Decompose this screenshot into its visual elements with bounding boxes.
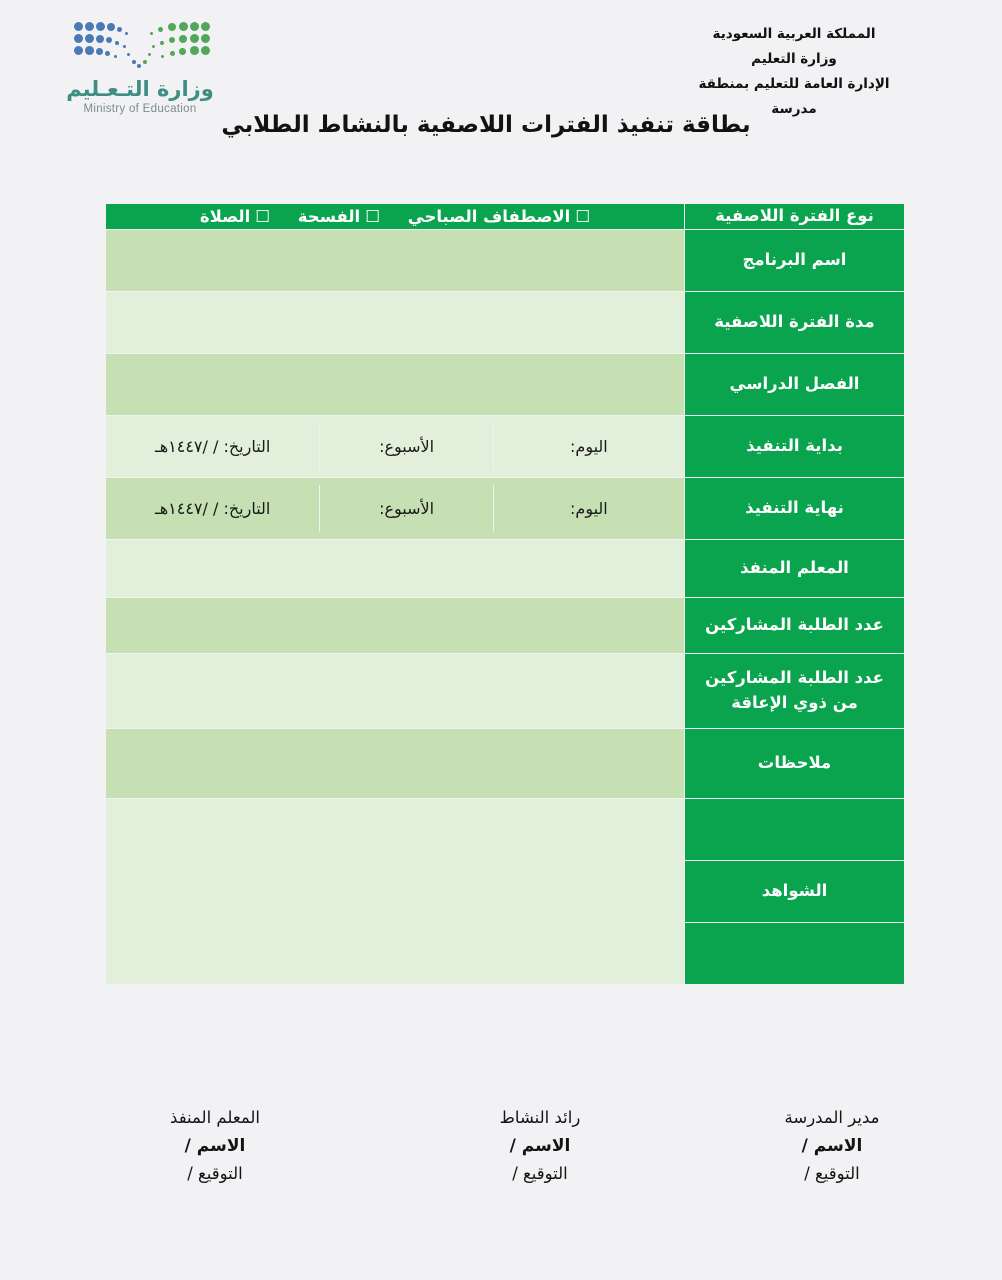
row-label-program-name: اسم البرنامج xyxy=(685,229,905,291)
start-week-field[interactable]: الأسبوع: xyxy=(320,423,493,470)
signature-sign-school-principal[interactable]: التوقيع / xyxy=(804,1163,860,1183)
signature-name-activity-leader[interactable]: الاسم / xyxy=(509,1135,571,1156)
activity-form-table xyxy=(105,203,905,985)
header-line-ministry: وزارة التعليم xyxy=(751,50,837,67)
start-date-field[interactable]: التاريخ: / /١٤٤٧هـ xyxy=(155,436,271,456)
table-row-participating-students-disability xyxy=(106,653,905,728)
row-label-evidence-spacer-top xyxy=(685,798,905,860)
row-label-start-execution: بداية التنفيذ xyxy=(685,415,905,477)
row-label-participating-students: عدد الطلبة المشاركين xyxy=(685,597,905,653)
row-label-evidence: الشواهد xyxy=(685,860,905,922)
row-value-participating-students[interactable] xyxy=(106,597,685,653)
ministry-logo-arabic-text: وزارة التـعـليم xyxy=(66,77,214,101)
checkbox-morning-assembly-icon[interactable]: ☐ xyxy=(575,206,591,226)
row-label-end-execution: نهاية التنفيذ xyxy=(685,477,905,539)
row-value-term[interactable] xyxy=(106,353,685,415)
option-prayer[interactable] xyxy=(200,207,270,226)
period-type-options-cell xyxy=(106,204,685,230)
signature-name-school-principal[interactable]: الاسم / xyxy=(801,1135,863,1156)
row-label-notes: ملاحظات xyxy=(685,728,905,798)
row-value-participating-students-disability[interactable] xyxy=(106,653,685,728)
table-row-executing-teacher xyxy=(106,539,905,597)
table-row-participating-students xyxy=(106,597,905,653)
row-value-start-execution xyxy=(106,415,685,477)
table-row-evidence-top xyxy=(106,798,905,860)
end-execution-subtable xyxy=(106,485,684,532)
signature-name-executing-teacher[interactable]: الاسم / xyxy=(184,1135,246,1156)
signature-sign-activity-leader[interactable]: التوقيع / xyxy=(512,1163,568,1183)
row-label-period-type: نوع الفترة اللاصفية xyxy=(685,204,905,230)
option-break[interactable] xyxy=(298,207,380,226)
checkbox-prayer-icon[interactable]: ☐ xyxy=(255,206,271,226)
table-row-start-execution xyxy=(106,415,905,477)
row-label-term: الفصل الدراسي xyxy=(685,353,905,415)
header-line-kingdom: المملكة العربية السعودية xyxy=(712,26,876,42)
page-title: بطاقة تنفيذ الفترات اللاصفية بالنشاط الطلابي xyxy=(221,112,751,138)
start-day-field[interactable]: اليوم: xyxy=(493,423,684,470)
row-label-participating-students-disability xyxy=(685,653,905,728)
row-value-end-execution xyxy=(106,477,685,539)
table-row-program-name xyxy=(106,229,905,291)
end-week-field[interactable]: الأسبوع: xyxy=(320,485,493,532)
signature-block-activity-leader xyxy=(425,1105,655,1186)
option-label-morning-assembly: الاصطفاف الصباحي xyxy=(407,206,571,226)
signature-role-activity-leader: رائد النشاط xyxy=(499,1108,581,1127)
header-line-directorate: الإدارة العامة للتعليم بمنطقة xyxy=(698,75,890,92)
row-value-notes[interactable] xyxy=(106,728,685,798)
row-label-evidence-spacer-bottom xyxy=(685,922,905,984)
table-row-term xyxy=(106,353,905,415)
start-execution-subtable xyxy=(106,423,684,470)
option-label-break: الفسحة xyxy=(297,206,361,226)
end-date-field[interactable]: التاريخ: / /١٤٤٧هـ xyxy=(155,498,271,518)
option-morning-assembly[interactable] xyxy=(408,207,590,226)
ministry-logo-dots-icon xyxy=(70,20,210,72)
row-value-executing-teacher[interactable] xyxy=(106,539,685,597)
ministry-logo xyxy=(60,20,220,115)
row-label-duration: مدة الفترة اللاصفية xyxy=(685,291,905,353)
signature-block-executing-teacher xyxy=(100,1105,330,1186)
checkbox-break-icon[interactable]: ☐ xyxy=(365,206,381,226)
signature-sign-executing-teacher[interactable]: التوقيع / xyxy=(187,1163,243,1183)
row-label-disability-line1: عدد الطلبة المشاركين xyxy=(705,668,884,687)
option-label-prayer: الصلاة xyxy=(199,206,251,226)
end-day-field[interactable]: اليوم: xyxy=(493,485,684,532)
row-value-duration[interactable] xyxy=(106,291,685,353)
row-value-program-name[interactable] xyxy=(106,229,685,291)
row-value-evidence[interactable] xyxy=(106,798,685,984)
header-line-school: مدرسة xyxy=(771,100,817,117)
row-label-executing-teacher: المعلم المنفذ xyxy=(685,539,905,597)
signature-footer xyxy=(0,1105,1002,1225)
row-label-disability-line2: من ذوي الإعاقة xyxy=(731,692,858,712)
signature-role-executing-teacher: المعلم المنفذ xyxy=(170,1108,260,1127)
table-row-duration xyxy=(106,291,905,353)
ministry-header-block xyxy=(664,22,924,122)
document-header xyxy=(0,0,1002,165)
table-row-end-execution xyxy=(106,477,905,539)
signature-role-school-principal: مدير المدرسة xyxy=(784,1108,880,1127)
table-row-period-type xyxy=(106,204,905,230)
ministry-logo-english-text: Ministry of Education xyxy=(83,103,197,116)
table-row-notes xyxy=(106,728,905,798)
signature-block-school-principal xyxy=(717,1105,947,1186)
